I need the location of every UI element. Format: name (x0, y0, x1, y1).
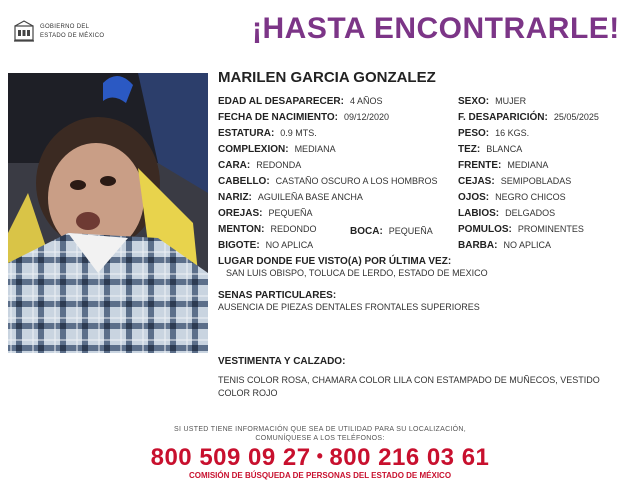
photo-illustration (8, 73, 208, 353)
field-label: FECHA DE NACIMIENTO: (218, 112, 338, 123)
field-label: COMPLEXION: (218, 144, 289, 155)
field-sexo (458, 96, 526, 107)
child-portrait-photo (8, 73, 208, 353)
state-government-logo (12, 20, 152, 48)
field-value: CASTAÑO OSCURO A LOS HOMBROS (275, 176, 438, 186)
field-cara (218, 160, 301, 171)
field-edad (218, 96, 382, 107)
phone-number-2[interactable]: 800 216 03 61 (329, 444, 490, 471)
field-label: LABIOS: (458, 208, 500, 219)
field-label: OJOS: (458, 192, 490, 203)
field-label: F. DESAPARICIÓN: (458, 112, 548, 123)
field-orejas (218, 208, 312, 219)
field-menton (218, 224, 317, 235)
field-value: BLANCA (486, 144, 523, 154)
missing-person-name: MARILEN GARCIA GONZALEZ (218, 69, 436, 86)
field-labios (458, 208, 555, 219)
field-label: BIGOTE: (218, 240, 260, 251)
headline: ¡HASTA ENCONTRARLE! (252, 12, 620, 45)
field-value: PROMINENTES (517, 224, 584, 234)
field-barba (458, 240, 551, 251)
field-tez (458, 144, 522, 155)
last-seen-title: LUGAR DONDE FUE VISTO(A) POR ÚLTIMA VEZ: (218, 256, 452, 267)
info-note-line-2: COMUNÍQUESE A LOS TELÉFONOS: (255, 435, 385, 442)
field-value: DELGADOS (505, 208, 556, 218)
field-frente (458, 160, 548, 171)
field-value: REDONDA (256, 160, 302, 170)
clothing-description: TENIS COLOR ROSA, CHAMARA COLOR LILA CON ESTAMPADO DE MUÑECOS, VESTIDO COLOR ROJO (218, 375, 600, 398)
phone-separator: • (316, 446, 324, 466)
field-value: SEMIPOBLADAS (500, 176, 572, 186)
field-fecha-nacimiento (218, 112, 389, 123)
field-value: NO APLICA (265, 240, 314, 250)
field-label: POMULOS: (458, 224, 512, 235)
field-pomulos (458, 224, 584, 235)
particular-marks: AUSENCIA DE PIEZAS DENTALES FRONTALES SUPERIORES (218, 302, 480, 312)
field-value: PEQUEÑA (268, 208, 313, 218)
field-value: MEDIANA (294, 144, 336, 154)
field-label: CABELLO: (218, 176, 270, 187)
field-value: 0.9 MTS. (280, 128, 317, 138)
field-label: BOCA: (350, 226, 383, 237)
field-label: CARA: (218, 160, 251, 171)
field-estatura (218, 128, 317, 139)
field-cejas (458, 176, 571, 187)
clothing-title: VESTIMENTA Y CALZADO: (218, 356, 346, 367)
field-ojos (458, 192, 566, 203)
field-value: AGUILEÑA BASE ANCHA (257, 192, 363, 202)
field-value: 25/05/2025 (553, 112, 599, 122)
field-label: CEJAS: (458, 176, 495, 187)
field-label: BARBA: (458, 240, 498, 251)
field-label: NARIZ: (218, 192, 252, 203)
field-label: SEXO: (458, 96, 490, 107)
field-value: MEDIANA (507, 160, 549, 170)
field-label: TEZ: (458, 144, 481, 155)
field-label: ESTATURA: (218, 128, 275, 139)
field-value: 4 AÑOS (349, 96, 383, 106)
field-cabello (218, 176, 438, 187)
field-bigote (218, 240, 313, 251)
field-value: 16 KGS. (495, 128, 530, 138)
field-peso (458, 128, 529, 139)
field-label: MENTON: (218, 224, 265, 235)
field-nariz (218, 192, 363, 203)
logo-line-1: GOBIERNO DEL (40, 24, 90, 30)
field-fecha-desaparicion (458, 112, 599, 123)
field-value: REDONDO (270, 224, 317, 234)
logo-line-2: ESTADO DE MÉXICO (40, 33, 105, 39)
info-note-line-1: SI USTED TIENE INFORMACIÓN QUE SEA DE UTILIDAD PARA SU LOCALIZACIÓN, (173, 426, 467, 433)
commission-name: COMISIÓN DE BÚSQUEDA DE PERSONAS DEL ESTADO DE MÉXICO (188, 471, 452, 480)
state-emblem-icon (12, 20, 36, 44)
field-label: EDAD AL DESAPARECER: (218, 96, 344, 107)
field-value: MUJER (495, 96, 527, 106)
field-value: PEQUEÑA (388, 226, 433, 236)
field-boca (350, 226, 433, 237)
particular-marks-title: SENAS PARTICULARES: (218, 290, 337, 301)
field-label: FRENTE: (458, 160, 502, 171)
field-label: PESO: (458, 128, 490, 139)
field-value: 09/12/2020 (344, 112, 390, 122)
last-seen-location: SAN LUIS OBISPO, TOLUCA DE LERDO, ESTADO DE MEXICO (226, 268, 488, 278)
field-value: NO APLICA (503, 240, 551, 250)
phone-numbers (0, 444, 640, 472)
field-label: OREJAS: (218, 208, 263, 219)
field-complexion (218, 144, 336, 155)
field-value: NEGRO CHICOS (495, 192, 566, 202)
phone-number-1[interactable]: 800 509 09 27 (150, 444, 311, 471)
